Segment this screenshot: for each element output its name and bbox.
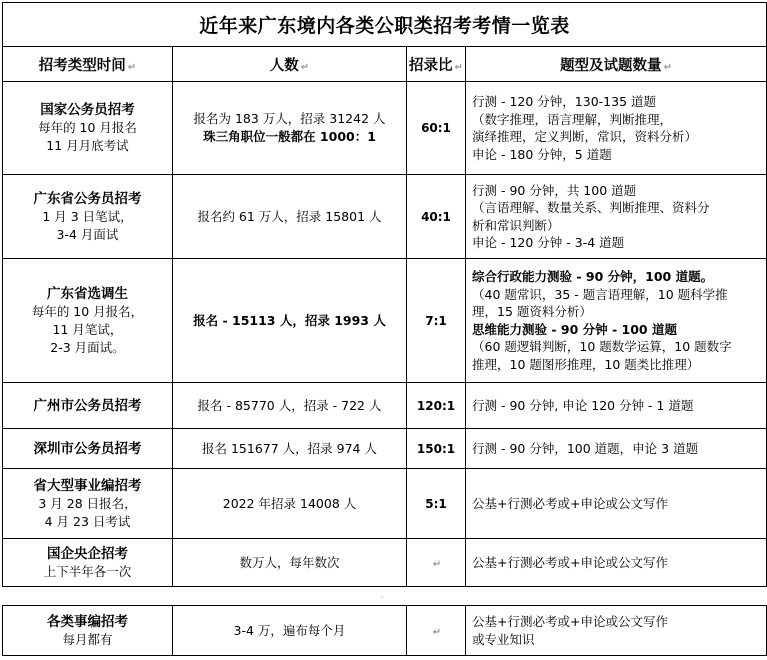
ratio-cell: 7:1 [407,259,466,383]
ratio-cell: ↵ [407,606,466,656]
exam-info-table [2,2,767,587]
count-cell: 报名 - 85770 人，招录 - 722 人 [173,383,407,429]
detail-cell: 行测 - 120 分钟，130-135 道题 （数字推理，语言理解，判断推理， 演绎推理，定义判断，常识，资料分析） 申论 - 180 分钟，5 道题 [466,82,767,175]
ratio-cell: ↵ [407,539,466,587]
exam-type-cell: 广东省选调生 每年的 10 月报名， 11 月笔试， 2-3 月面试。 [3,259,173,383]
table-row [3,259,767,383]
ratio-cell: 150:1 [407,429,466,469]
detail-cell: 公基+行测必考或+申论或公文写作 [466,539,767,587]
ratio-cell: 120:1 [407,383,466,429]
detail-cell: 行测 - 90 分钟, 申论 120 分钟 - 1 道题 [466,383,767,429]
count-cell: 报名为 183 万人，招录 31242 人 珠三角职位一般都在 1000：1 [173,82,407,175]
header-ratio: 招录比 ↵ [407,47,466,82]
header-type: 招考类型时间 ↵ [3,47,173,82]
exam-type-cell: 广东省公务员招考 1 月 3 日笔试， 3-4 月面试 [3,175,173,259]
detail-cell: 行测 - 90 分钟，共 100 道题 （言语理解、数量关系、判断推理、资料分 析和常识判断） 申论 - 120 分钟 - 3-4 道题 [466,175,767,259]
exam-type-cell: 广州市公务员招考 [3,383,173,429]
detail-cell: 公基+行测必考或+申论或公文写作 或专业知识 [466,606,767,656]
count-cell: 报名约 61 万人，招录 15801 人 [173,175,407,259]
table-gap-mark: - [380,592,384,603]
table-row [3,383,767,429]
exam-type-cell: 省大型事业编招考 3 月 28 日报名， 4 月 23 日考试 [3,469,173,539]
table-row [3,429,767,469]
exam-type-cell: 国企央企招考 上下半年各一次 [3,539,173,587]
count-cell: 2022 年招录 14008 人 [173,469,407,539]
count-cell: 报名 - 15113 人，招录 1993 人 [173,259,407,383]
exam-type-cell: 国家公务员招考 每年的 10 月报名 11 月月底考试 [3,82,173,175]
count-cell: 报名 151677 人，招录 974 人 [173,429,407,469]
table-row [3,175,767,259]
header-row [3,47,767,82]
table-row [3,606,767,656]
table-title: 近年来广东境内各类公职类招考考情一览表 [3,3,767,47]
ratio-cell: 40:1 [407,175,466,259]
header-detail: 题型及试题数量 ↵ [466,47,767,82]
detail-cell: 综合行政能力测验 - 90 分钟，100 道题。 （40 题常识，35 - 题言语理解，10 题科学推 理，15 题资料分析） 思维能力测验 - 90 分钟 - 100 道题 （60 题逻辑判断，10 题数学运算，10 题数字 推理，10 题图形推理，10 题类比推理） [466,259,767,383]
count-cell: 3-4 万，遍布每个月 [173,606,407,656]
detail-cell: 公基+行测必考或+申论或公文写作 [466,469,767,539]
extra-table [2,605,767,656]
count-cell: 数万人，每年数次 [173,539,407,587]
header-count: 人数 ↵ [173,47,407,82]
detail-cell: 行测 - 90 分钟，100 道题，申论 3 道题 [466,429,767,469]
exam-type-cell: 各类事编招考 每月都有 [3,606,173,656]
table-row [3,539,767,587]
table-row [3,82,767,175]
ratio-cell: 60:1 [407,82,466,175]
title-row [3,3,767,47]
ratio-cell: 5:1 [407,469,466,539]
table-row [3,469,767,539]
exam-type-cell: 深圳市公务员招考 [3,429,173,469]
